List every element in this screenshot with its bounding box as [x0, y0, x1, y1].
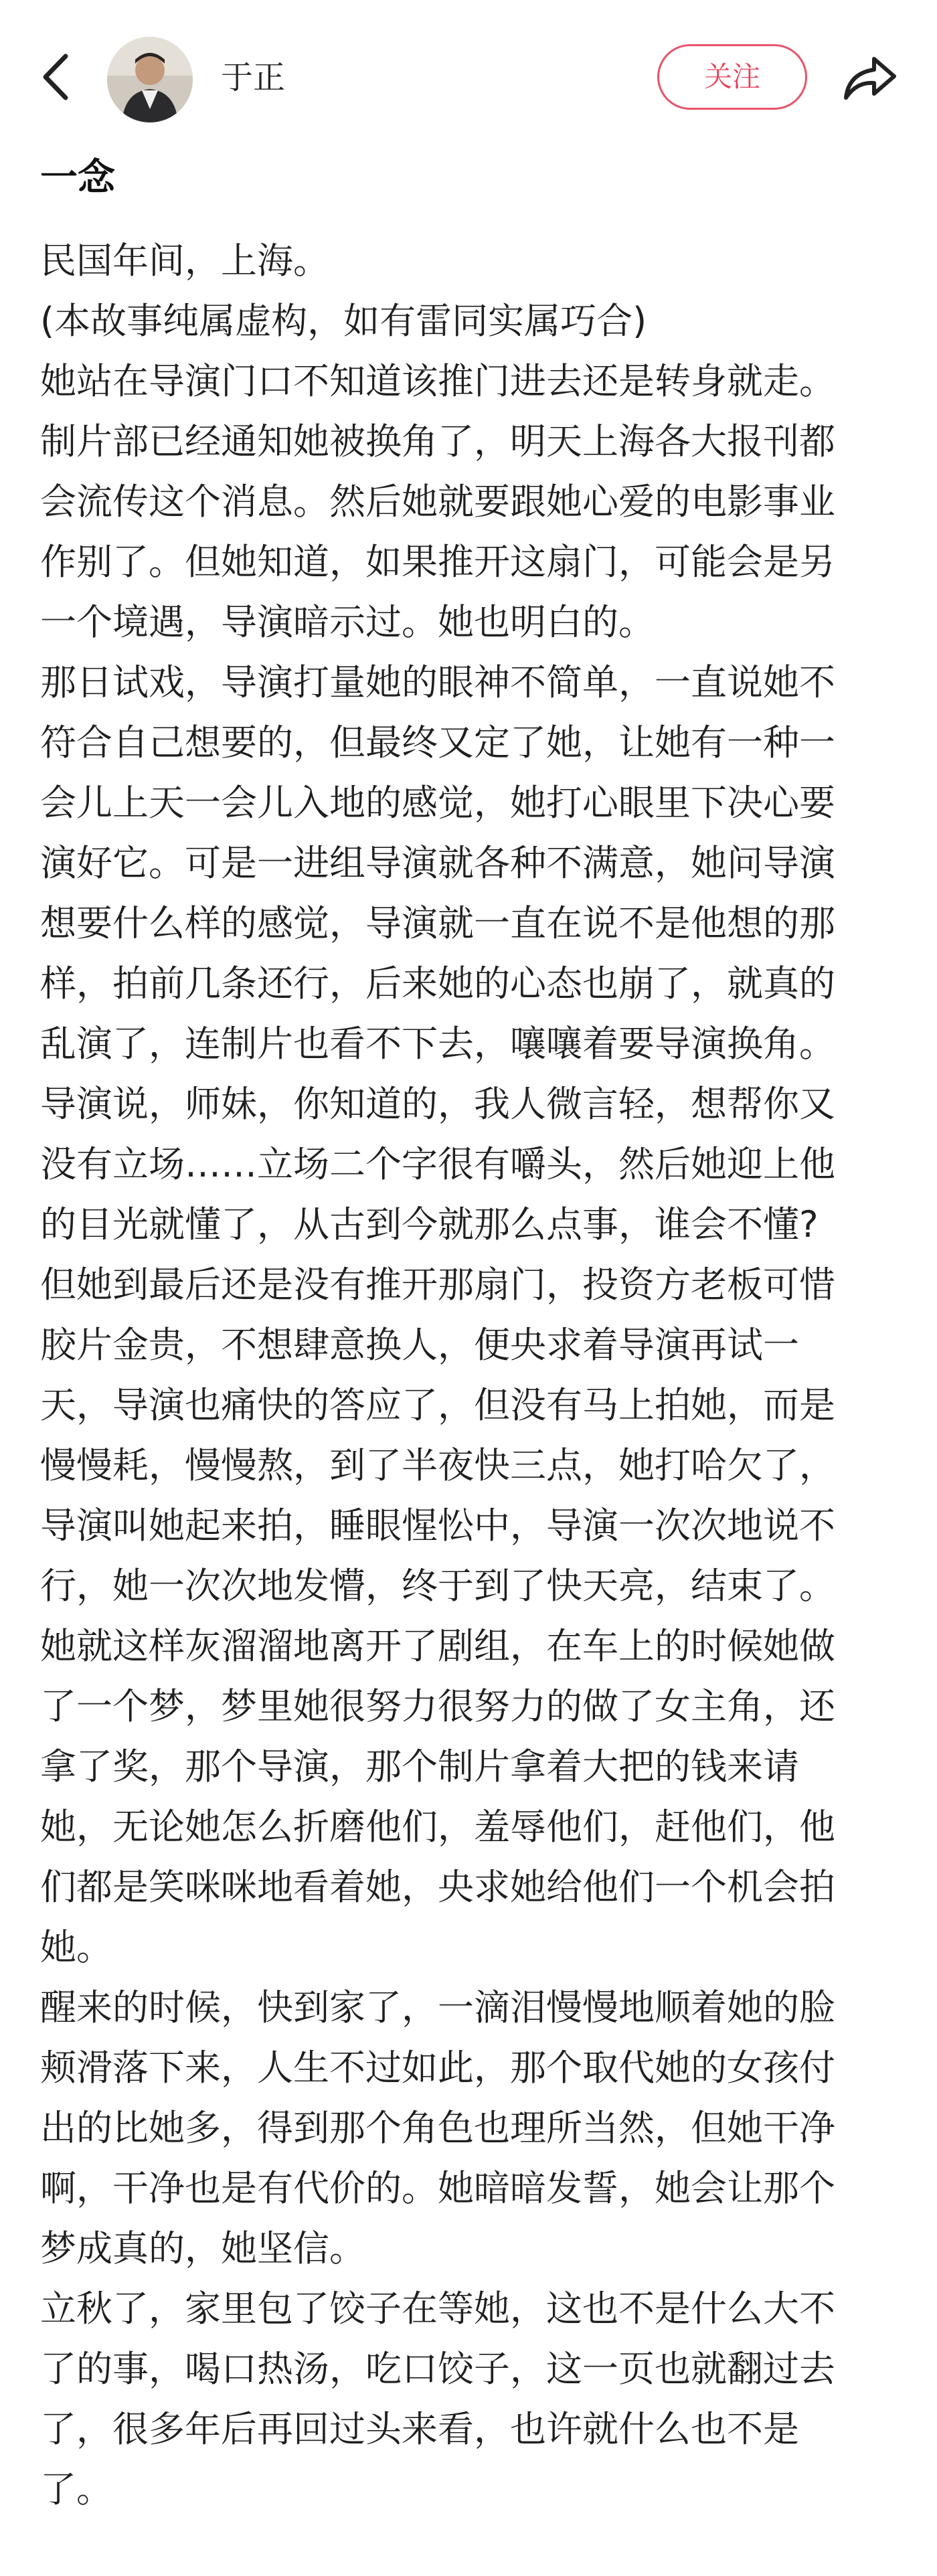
article-paragraph: 那日试戏，导演打量她的眼神不简单，一直说她不 符合自己想要的，但最终又定了她，让她有一种一 会儿上天一会儿入地的感觉，她打心眼里下决心要 演好它。可是一进组导演就各种不满意，她问导演 想要什么样的感觉，导演就一直在说不是他想的那 样，拍前几条还行，后来她的心态也崩了，就真的 乱演了，连制片也看不下去，嚷嚷着要导演换角。 — [40, 661, 835, 1065]
back-button[interactable] — [33, 47, 80, 107]
article-paragraph: 立秋了，家里包了饺子在等她，这也不是什么大不 了的事，喝口热汤，吃口饺子，这一页也就翻过去 了，很多年后再回过头来看，也许就什么也不是 了。 — [40, 2288, 835, 2510]
article-paragraph: 醒来的时候，快到家了，一滴泪慢慢地顺着她的脸 颊滑落下来，人生不过如此，那个取代她的女孩付 出的比她多，得到那个角色也理所当然，但她干净 啊，干净也是有代价的。她暗暗发誓，她会让那个 梦成真的，她坚信。 — [40, 1986, 835, 2269]
article-paragraph: (本故事纯属虚构，如有雷同实属巧合) — [40, 300, 647, 342]
article-paragraph: 但她到最后还是没有推开那扇门，投资方老板可惜 胶片金贵，不想肆意换人，便央求着导演再试一 天，导演也痛快的答应了，但没有马上拍她，而是 慢慢耗，慢慢熬，到了半夜快三点，她打哈欠了， 导演叫她起来拍，睡眼惺忪中，导演一次次地说不 行，她一次次地发懵，终于到了快天亮，结束了。 — [40, 1264, 835, 1607]
article-paragraph: 她站在导演门口不知道该推门进去还是转身就走。 制片部已经通知她被换角了，明天上海各大报刊都 会流传这个消息。然后她就要跟她心爱的电影事业 作别了。但她知道，如果推开这扇门，可能会是另 一个境遇，导演暗示过。她也明白的。 — [40, 360, 835, 643]
avatar[interactable] — [107, 37, 193, 122]
share-button[interactable] — [837, 44, 904, 111]
author-avatar-image — [107, 37, 193, 122]
share-arrow-icon — [837, 44, 904, 111]
article-body — [40, 231, 910, 2520]
chevron-left-icon — [33, 47, 80, 107]
follow-button[interactable]: 关注 — [657, 44, 807, 110]
article-title: 一念 — [40, 156, 115, 199]
top-bar — [0, 0, 937, 154]
author-name[interactable]: 于正 — [221, 59, 286, 96]
article-paragraph: 导演说，师妹，你知道的，我人微言轻，想帮你又 没有立场……立场二个字很有嚼头，然后她迎上他 的目光就懂了，从古到今就那么点事，谁会不懂? — [40, 1083, 835, 1246]
article-paragraph: 民国年间，上海。 — [40, 240, 329, 282]
article-paragraph: 她就这样灰溜溜地离开了剧组，在车上的时候她做 了一个梦，梦里她很努力很努力的做了女主角，还 拿了奖，那个导演，那个制片拿着大把的钱来请 她，无论她怎么折磨他们，羞辱他们，赶他们，他 们都是笑咪咪地看着她，央求她给他们一个机会拍 她。 — [40, 1625, 835, 1968]
